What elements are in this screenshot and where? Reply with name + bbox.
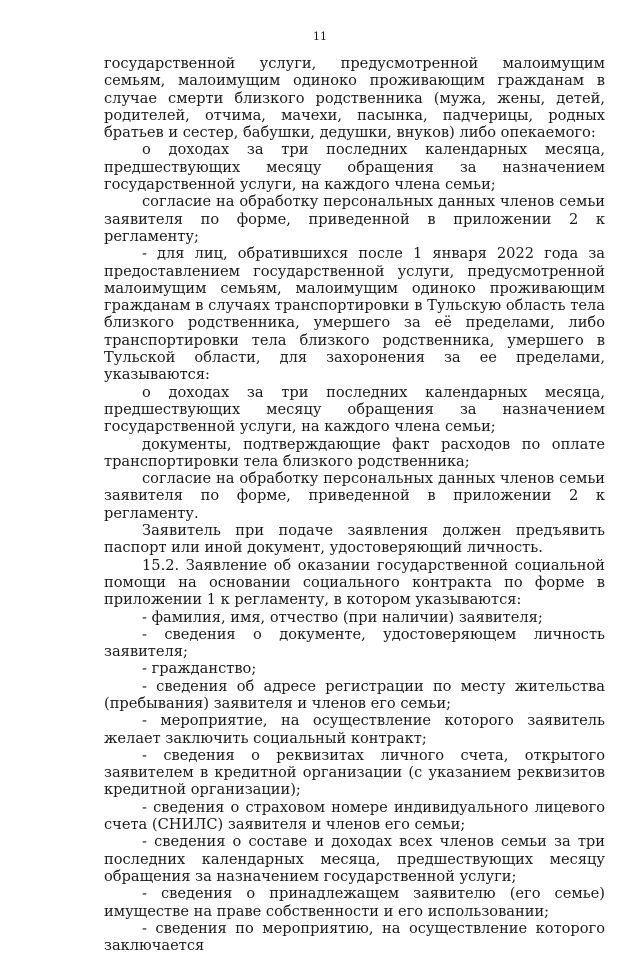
paragraph: согласие на обработку персональных данных членов семьи заявителя по форме, приведенной в приложении 2 к регламенту. (104, 470, 605, 522)
paragraph: - сведения о составе и доходах всех членов семьи за три последних календарных месяца, предшествующих месяцу обращения за назначением государственной услуги; (104, 833, 605, 885)
paragraph: Заявитель при подаче заявления должен предъявить паспорт или иной документ, удостоверяющий личность. (104, 522, 605, 557)
paragraph: - сведения по мероприятию, на осуществление которого заключается (104, 919, 605, 954)
paragraph: государственной услуги, предусмотренной малоимущим семьям, малоимущим одиноко проживающим гражданам в случае смерти близкого родственника (мужа, жены, детей, родителей, отчима, мачехи, пасынка, падчерицы, родных братьев и сестер, бабушки, дедушки, внуков) либо опекаемого: (104, 55, 605, 142)
paragraph: - сведения о страховом номере индивидуального лицевого счета (СНИЛС) заявителя и членов его семьи; (104, 798, 605, 834)
paragraph: - для лиц, обратившихся после 1 января 2022 года за предоставлением государственной услуги, предусмотренной малоимущим семьям, малоимущим одиноко проживающим гражданам в случаях транспортировки в Тульскую область тела близкого родственника, умершего за её пределами, либо транспортировки тела близкого родственника, умершего в Тульской области, для захоронения за ее пределами, указываются: (104, 245, 605, 384)
paragraph: о доходах за три последних календарных месяца, предшествующих месяцу обращения за назначением государственной услуги, на каждого члена семьи; (104, 383, 605, 436)
paragraph: согласие на обработку персональных данных членов семьи заявителя по форме, приведенной в приложении 2 к регламенту; (104, 193, 605, 245)
paragraph: - сведения о принадлежащем заявителю (его семье) имуществе на праве собственности и его использовании; (104, 885, 605, 920)
paragraph: - сведения об адресе регистрации по месту жительства (пребывания) заявителя и членов его семьи; (104, 677, 605, 712)
paragraph: о доходах за три последних календарных месяца, предшествующих месяцу обращения за назначением государственной услуги, на каждого члена семьи; (104, 141, 605, 194)
paragraph: - сведения о документе, удостоверяющем личность заявителя; (104, 625, 605, 661)
paragraph: 15.2. Заявление об оказании государственной социальной помощи на основании социального контракта по форме в приложении 1 к регламенту, в котором указываются: (104, 556, 605, 609)
paragraph: - гражданство; (142, 660, 257, 678)
paragraph: - мероприятие, на осуществление которого заявитель желает заключить социальный контракт; (104, 712, 605, 747)
paragraph: - фамилия, имя, отчество (при наличии) заявителя; (142, 608, 543, 626)
paragraph: документы, подтверждающие факт расходов по оплате транспортировки тела близкого родственника; (104, 435, 605, 470)
document-body (104, 55, 605, 954)
page-number: 11 (313, 30, 327, 43)
paragraph: - сведения о реквизитах личного счета, открытого заявителем в кредитной организации (с указанием реквизитов кредитной организации); (104, 746, 605, 799)
